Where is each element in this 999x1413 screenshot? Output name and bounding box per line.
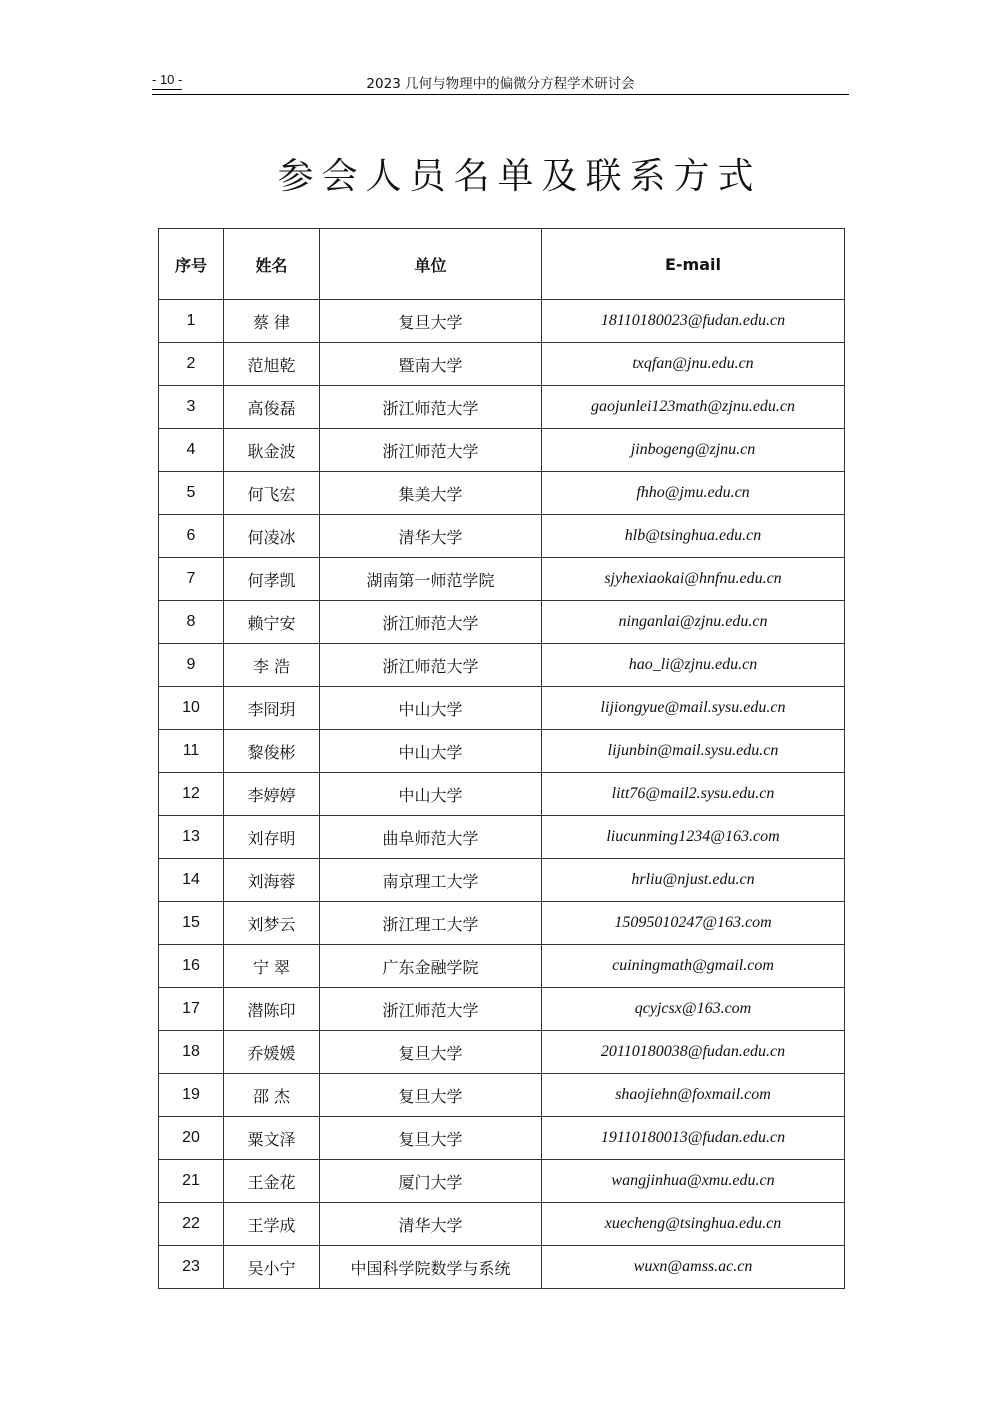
- cell-email: hrliu@njust.edu.cn: [542, 859, 845, 902]
- cell-email: wuxn@amss.ac.cn: [542, 1246, 845, 1289]
- cell-name: 何孝凯: [224, 558, 320, 601]
- table-row: [159, 343, 845, 386]
- cell-email: ninganlai@zjnu.edu.cn: [542, 601, 845, 644]
- cell-name: 范旭乾: [224, 343, 320, 386]
- cell-unit: 南京理工大学: [320, 859, 542, 902]
- table-row: [159, 644, 845, 687]
- cell-name: 李冏玥: [224, 687, 320, 730]
- cell-number: 9: [159, 644, 224, 687]
- cell-unit: 浙江师范大学: [320, 988, 542, 1031]
- table-row: [159, 515, 845, 558]
- cell-unit: 中山大学: [320, 773, 542, 816]
- cell-name: 刘海蓉: [224, 859, 320, 902]
- cell-email: txqfan@jnu.edu.cn: [542, 343, 845, 386]
- cell-name: 粟文泽: [224, 1117, 320, 1160]
- cell-name: 蔡 律: [224, 300, 320, 343]
- cell-unit: 中山大学: [320, 730, 542, 773]
- cell-unit: 厦门大学: [320, 1160, 542, 1203]
- cell-unit: 清华大学: [320, 1203, 542, 1246]
- cell-name: 王学成: [224, 1203, 320, 1246]
- cell-email: lijunbin@mail.sysu.edu.cn: [542, 730, 845, 773]
- cell-unit: 复旦大学: [320, 1074, 542, 1117]
- cell-unit: 浙江师范大学: [320, 386, 542, 429]
- cell-number: 21: [159, 1160, 224, 1203]
- cell-email: litt76@mail2.sysu.edu.cn: [542, 773, 845, 816]
- cell-number: 10: [159, 687, 224, 730]
- cell-name: 黎俊彬: [224, 730, 320, 773]
- cell-number: 13: [159, 816, 224, 859]
- table-body: [159, 300, 845, 1289]
- table-row: [159, 1203, 845, 1246]
- cell-email: shaojiehn@foxmail.com: [542, 1074, 845, 1117]
- cell-unit: 浙江师范大学: [320, 644, 542, 687]
- table-row: [159, 1246, 845, 1289]
- cell-number: 16: [159, 945, 224, 988]
- cell-unit: 曲阜师范大学: [320, 816, 542, 859]
- cell-email: sjyhexiaokai@hnfnu.edu.cn: [542, 558, 845, 601]
- table-row: [159, 429, 845, 472]
- table-row: [159, 945, 845, 988]
- cell-email: jinbogeng@zjnu.cn: [542, 429, 845, 472]
- cell-number: 7: [159, 558, 224, 601]
- column-header-name: 姓名: [224, 229, 320, 300]
- table-row: [159, 300, 845, 343]
- cell-email: gaojunlei123math@zjnu.edu.cn: [542, 386, 845, 429]
- cell-name: 高俊磊: [224, 386, 320, 429]
- page-header: [152, 70, 849, 95]
- cell-unit: 广东金融学院: [320, 945, 542, 988]
- table-row: [159, 730, 845, 773]
- cell-email: 19110180013@fudan.edu.cn: [542, 1117, 845, 1160]
- cell-email: liucunming1234@163.com: [542, 816, 845, 859]
- cell-number: 6: [159, 515, 224, 558]
- cell-number: 20: [159, 1117, 224, 1160]
- cell-unit: 集美大学: [320, 472, 542, 515]
- cell-unit: 复旦大学: [320, 300, 542, 343]
- table-row: [159, 601, 845, 644]
- cell-number: 2: [159, 343, 224, 386]
- table-row: [159, 1160, 845, 1203]
- cell-unit: 浙江师范大学: [320, 601, 542, 644]
- cell-unit: 暨南大学: [320, 343, 542, 386]
- column-header-unit: 单位: [320, 229, 542, 300]
- column-header-no: 序号: [159, 229, 224, 300]
- table-row: [159, 687, 845, 730]
- cell-name: 李婷婷: [224, 773, 320, 816]
- cell-number: 5: [159, 472, 224, 515]
- cell-number: 15: [159, 902, 224, 945]
- cell-number: 11: [159, 730, 224, 773]
- table-row: [159, 902, 845, 945]
- document-title: 参会人员名单及联系方式: [277, 156, 762, 197]
- cell-email: qcyjcsx@163.com: [542, 988, 845, 1031]
- cell-unit: 湖南第一师范学院: [320, 558, 542, 601]
- cell-name: 赖宁安: [224, 601, 320, 644]
- cell-name: 乔媛媛: [224, 1031, 320, 1074]
- cell-email: wangjinhua@xmu.edu.cn: [542, 1160, 845, 1203]
- table-row: [159, 988, 845, 1031]
- cell-name: 王金花: [224, 1160, 320, 1203]
- page-number: - 10 -: [152, 72, 182, 90]
- cell-email: lijiongyue@mail.sysu.edu.cn: [542, 687, 845, 730]
- cell-name: 吴小宁: [224, 1246, 320, 1289]
- cell-number: 19: [159, 1074, 224, 1117]
- cell-email: cuiningmath@gmail.com: [542, 945, 845, 988]
- cell-email: hao_li@zjnu.edu.cn: [542, 644, 845, 687]
- cell-unit: 复旦大学: [320, 1117, 542, 1160]
- cell-unit: 清华大学: [320, 515, 542, 558]
- cell-number: 4: [159, 429, 224, 472]
- cell-number: 12: [159, 773, 224, 816]
- cell-number: 18: [159, 1031, 224, 1074]
- table-row: [159, 1031, 845, 1074]
- table-row: [159, 472, 845, 515]
- cell-unit: 中山大学: [320, 687, 542, 730]
- cell-email: fhho@jmu.edu.cn: [542, 472, 845, 515]
- cell-email: 18110180023@fudan.edu.cn: [542, 300, 845, 343]
- cell-unit: 浙江师范大学: [320, 429, 542, 472]
- cell-name: 宁 翠: [224, 945, 320, 988]
- cell-name: 何飞宏: [224, 472, 320, 515]
- participant-table: [158, 228, 845, 1289]
- cell-name: 何凌冰: [224, 515, 320, 558]
- cell-number: 14: [159, 859, 224, 902]
- cell-name: 耿金波: [224, 429, 320, 472]
- table-row: [159, 386, 845, 429]
- cell-number: 1: [159, 300, 224, 343]
- table-header-row: [159, 229, 845, 300]
- table-row: [159, 558, 845, 601]
- table-row: [159, 859, 845, 902]
- cell-number: 23: [159, 1246, 224, 1289]
- table-row: [159, 816, 845, 859]
- table-row: [159, 773, 845, 816]
- cell-email: 15095010247@163.com: [542, 902, 845, 945]
- cell-email: hlb@tsinghua.edu.cn: [542, 515, 845, 558]
- cell-number: 22: [159, 1203, 224, 1246]
- table-row: [159, 1117, 845, 1160]
- cell-number: 3: [159, 386, 224, 429]
- cell-name: 邵 杰: [224, 1074, 320, 1117]
- cell-unit: 复旦大学: [320, 1031, 542, 1074]
- cell-unit: 浙江理工大学: [320, 902, 542, 945]
- running-header-title: 2023 几何与物理中的偏微分方程学术研讨会: [366, 76, 635, 92]
- cell-name: 李 浩: [224, 644, 320, 687]
- cell-number: 8: [159, 601, 224, 644]
- column-header-email: E-mail: [542, 229, 845, 300]
- cell-number: 17: [159, 988, 224, 1031]
- cell-name: 潜陈印: [224, 988, 320, 1031]
- table-row: [159, 1074, 845, 1117]
- cell-name: 刘梦云: [224, 902, 320, 945]
- cell-email: xuecheng@tsinghua.edu.cn: [542, 1203, 845, 1246]
- cell-unit: 中国科学院数学与系统: [320, 1246, 542, 1289]
- cell-name: 刘存明: [224, 816, 320, 859]
- cell-email: 20110180038@fudan.edu.cn: [542, 1031, 845, 1074]
